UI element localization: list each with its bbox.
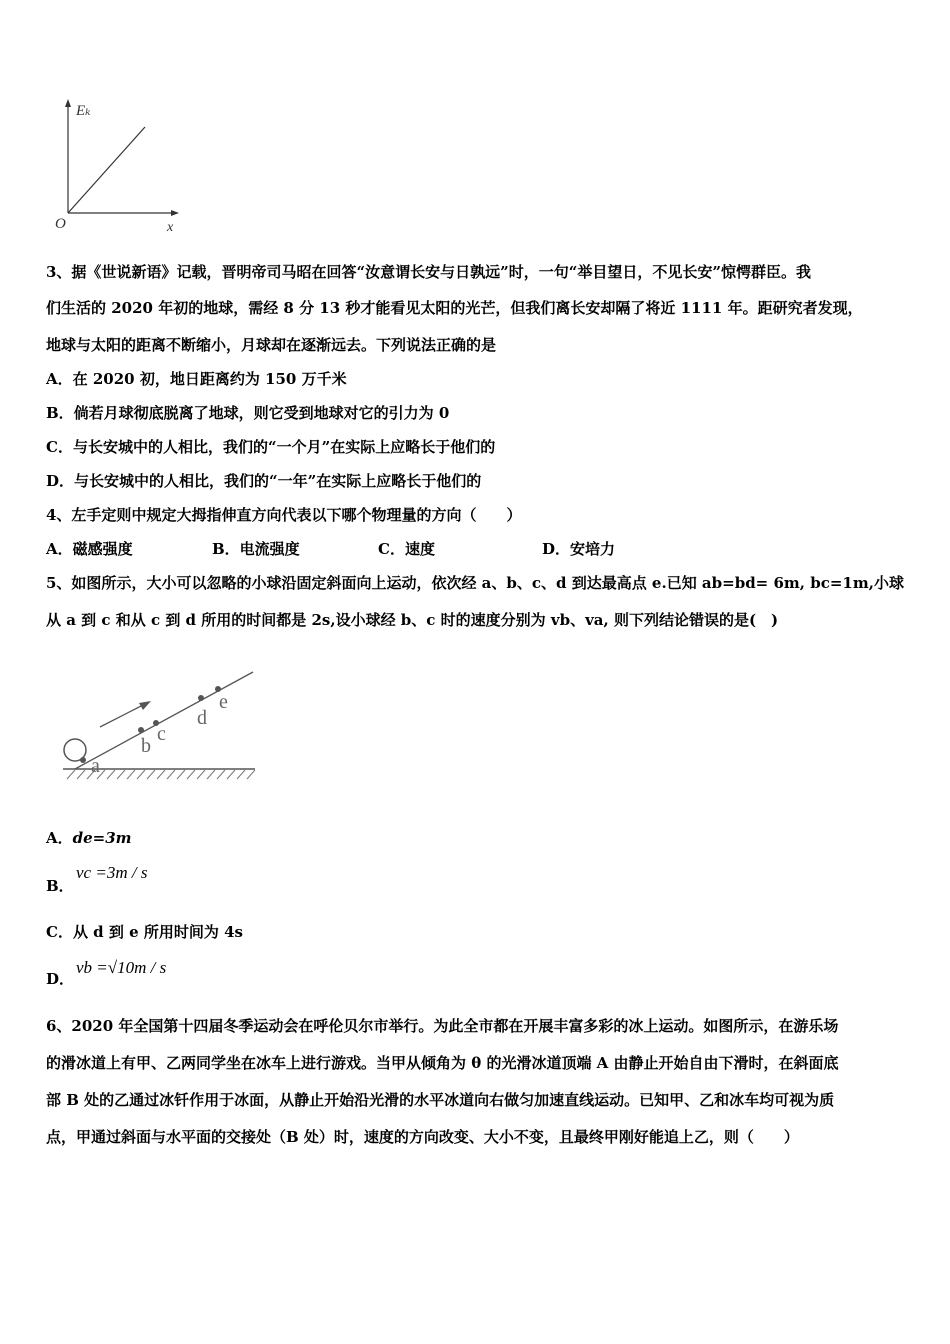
graph-y-label: Eₖ bbox=[76, 103, 91, 119]
q3-option-d: D．与长安城中的人相比，我们的“一年”在实际上应略长于他们的 bbox=[46, 472, 482, 490]
q5-stem-line1: 5、如图所示，大小可以忽略的小球沿固定斜面向上运动，依次经 a、b、c、d 到达最高点 e.已知 ab=bd= 6m, bc=1m,小球 bbox=[46, 574, 904, 592]
q6-stem-line1: 6、2020 年全国第十四届冬季运动会在呼伦贝尔市举行。为此全市都在开展丰富多彩的冰上运动。如图所示，在游乐场 bbox=[46, 1017, 839, 1035]
q4-option-c: C．速度 bbox=[378, 540, 435, 558]
q4-option-b: B．电流强度 bbox=[212, 540, 300, 558]
q5-option-d-label: D． bbox=[46, 970, 75, 988]
q5-option-a bbox=[46, 828, 132, 848]
graph-x-label: x bbox=[167, 220, 174, 235]
q5-option-b-math: vc =3m / s bbox=[76, 863, 148, 882]
q5-option-d-math: vb =√10m / s bbox=[76, 958, 167, 977]
q5-stem-line2: 从 a 到 c 和从 c 到 d 所用的时间都是 2s,设小球经 b、c 时的速度分别为 vb、va, 则下列结论错误的是( ) bbox=[46, 611, 779, 629]
q4-option-a: A．磁感强度 bbox=[46, 540, 133, 558]
q3-stem-line1: 3、据《世说新语》记载，晋明帝司马昭在回答“汝意谓长安与日孰远”时，一句“举目望日，不见长安”惊愕群臣。我 bbox=[46, 263, 811, 281]
point-label-c: c bbox=[157, 723, 166, 745]
incline-figure bbox=[55, 662, 260, 787]
q3-option-a: A．在 2020 初，地日距离约为 150 万千米 bbox=[46, 370, 347, 388]
point-label-e: e bbox=[219, 691, 228, 713]
q5-option-a-text: de=3m bbox=[72, 829, 132, 847]
q5-option-b-label: B． bbox=[46, 877, 74, 895]
q3-stem-line3: 地球与太阳的距离不断缩小，月球却在逐渐远去。下列说法正确的是 bbox=[46, 336, 497, 354]
graph-origin-label: O bbox=[55, 216, 66, 232]
q5-option-a-label: A． bbox=[46, 829, 73, 847]
q3-option-b: B．倘若月球彻底脱离了地球，则它受到地球对它的引力为 0 bbox=[46, 404, 450, 422]
ek-x-graph bbox=[50, 95, 190, 235]
q5-option-c: C．从 d 到 e 所用时间为 4s bbox=[46, 923, 243, 941]
q4-option-d: D．安培力 bbox=[542, 540, 616, 558]
q6-stem-line4: 点，甲通过斜面与水平面的交接处（B 处）时，速度的方向改变、大小不变，且最终甲刚好能追上乙，则（ ） bbox=[46, 1128, 799, 1146]
q6-stem-line3: 部 B 处的乙通过冰钎作用于冰面，从静止开始沿光滑的水平冰道向右做匀加速直线运动。已知甲、乙和冰车均可视为质 bbox=[46, 1091, 835, 1109]
point-label-a: a bbox=[91, 755, 100, 777]
q4-stem: 4、左手定则中规定大拇指伸直方向代表以下哪个物理量的方向（ ） bbox=[46, 506, 522, 524]
q3-stem-line2: 们生活的 2020 年初的地球，需经 8 分 13 秒才能看见太阳的光芒，但我们离长安却隔了将近 1111 年。距研究者发现， bbox=[46, 299, 863, 317]
q3-option-c: C．与长安城中的人相比，我们的“一个月”在实际上应略长于他们的 bbox=[46, 438, 496, 456]
q6-stem-line2: 的滑冰道上有甲、乙两同学坐在冰车上进行游戏。当甲从倾角为 θ 的光滑冰道顶端 A 由静止开始自由下滑时，在斜面底 bbox=[46, 1054, 839, 1072]
point-label-b: b bbox=[141, 735, 151, 757]
point-label-d: d bbox=[197, 707, 207, 729]
